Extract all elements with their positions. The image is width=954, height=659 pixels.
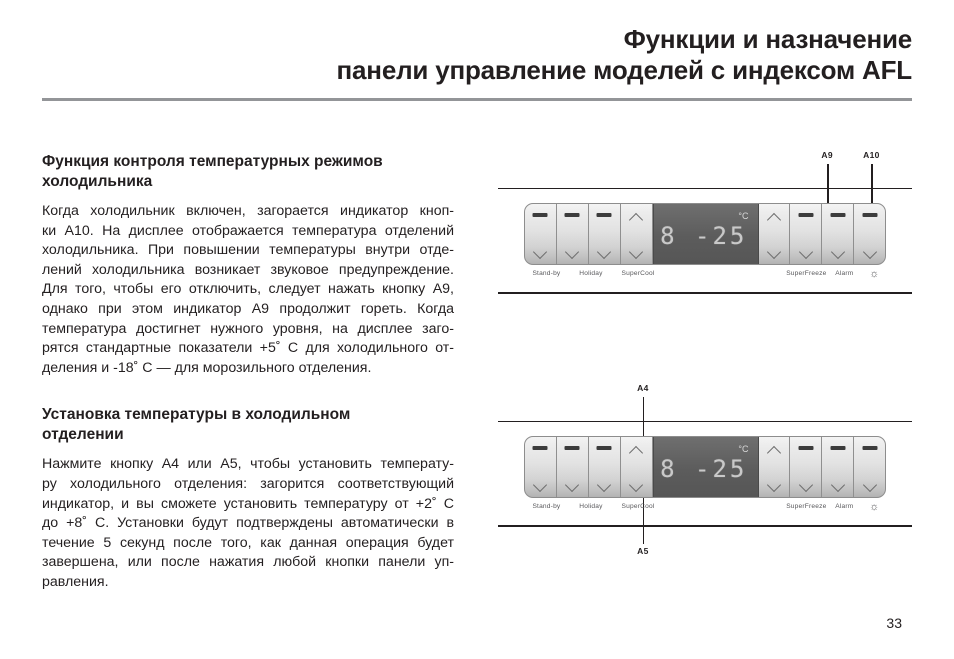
section-heading (42, 405, 454, 444)
display-value: 8 -25 (660, 454, 748, 483)
chevron-down-icon (767, 478, 781, 492)
caption-superfreeze: SuperFreeze (786, 503, 827, 511)
paragraph-line: завершена, или после нажатия любой кнопки панели уп- (42, 554, 454, 571)
callout-line-a5 (643, 527, 644, 544)
chevron-down-icon (565, 478, 579, 492)
paragraph-line: температура достигнет нужного уровня, на дисплее заго- (42, 320, 454, 337)
chevron-up-icon (629, 446, 643, 460)
page-header (42, 24, 912, 86)
celsius-unit: °C (738, 211, 749, 222)
panel-button-power[interactable] (854, 437, 885, 497)
section-paragraph (42, 455, 454, 592)
panel-button-stand-by[interactable] (525, 437, 557, 497)
indicator-bar-icon (798, 213, 813, 216)
indicator-bar-icon (533, 446, 548, 449)
indicator-bar-icon (597, 213, 612, 216)
panel-captions (524, 270, 886, 282)
section-heading-line-1: Функция контроля температурных режимов (42, 153, 383, 170)
chevron-down-icon (565, 245, 579, 259)
indicator-bar-icon (830, 213, 845, 216)
panel-button-superfreeze[interactable] (790, 437, 822, 497)
paragraph-line: ки A10. На дисплее отображается температура отделений (42, 222, 454, 239)
section-temperature-control (42, 152, 454, 378)
indicator-bar-icon (798, 446, 813, 449)
celsius-unit: °C (738, 444, 749, 455)
panel-button-freezer-temp[interactable] (759, 204, 791, 264)
panel-button-supercool[interactable] (589, 204, 621, 264)
chevron-down-icon (597, 245, 611, 259)
paragraph-line: рятся стандартные показатели +5˚ C для холодильного от- (42, 340, 454, 357)
indicator-bar-icon (862, 213, 877, 216)
control-panel (524, 436, 886, 498)
page-number: 33 (886, 615, 902, 631)
chevron-down-icon (831, 245, 845, 259)
paragraph-line: равления. (42, 573, 109, 590)
chevron-up-icon (767, 446, 781, 460)
caption-stand-by: Stand-by (532, 503, 561, 511)
chevron-up-icon (767, 213, 781, 227)
chevron-down-icon (862, 478, 876, 492)
paragraph-line: лений холодильника возникает звуковое предупреждение. (42, 261, 454, 278)
caption-supercool: SuperCool (621, 503, 655, 511)
paragraph-line: течение 5 секунд после того, как данная операция будет (42, 534, 454, 551)
callout-row-top (498, 150, 912, 188)
caption-stand-by: Stand-by (532, 270, 561, 278)
paragraph-line: однако при этом индикатор A9 продолжит гореть. Когда (42, 300, 454, 317)
callout-row-bottom (498, 527, 912, 565)
temperature-display (653, 437, 759, 497)
chevron-down-icon (629, 478, 643, 492)
panel-stage (498, 422, 912, 525)
caption-alarm: Alarm (835, 503, 854, 511)
page-title-line-2: панели управление моделей с индексом AFL (336, 55, 912, 85)
temperature-display (653, 204, 759, 264)
chevron-down-icon (799, 478, 813, 492)
callout-label-a5: A5 (637, 545, 649, 556)
panel-button-freezer-temp[interactable] (759, 437, 791, 497)
chevron-up-icon (629, 213, 643, 227)
figure-bottom-rule (498, 292, 912, 293)
panel-button-holiday[interactable] (557, 204, 589, 264)
panel-button-fridge-temp[interactable] (621, 204, 653, 264)
chevron-down-icon (629, 245, 643, 259)
indicator-bar-icon (597, 446, 612, 449)
chevron-down-icon (533, 245, 547, 259)
section-heading-line-1: Установка температуры в холодильном (42, 406, 351, 424)
paragraph-line: Нажмите кнопку A4 или A5, чтобы установить температу- (42, 456, 454, 473)
panel-captions (524, 503, 886, 515)
paragraph-line: деления и -18˚ C — для морозильного отделения. (42, 359, 372, 376)
display-value: 8 -25 (660, 221, 748, 250)
panel-button-alarm[interactable] (822, 204, 854, 264)
caption-superfreeze: SuperFreeze (786, 270, 827, 278)
chevron-down-icon (767, 245, 781, 259)
callout-row-top (498, 383, 912, 421)
section-fridge-temperature-setting (42, 405, 454, 592)
bell-icon: ☼ (869, 501, 880, 514)
chevron-down-icon (831, 478, 845, 492)
chevron-down-icon (799, 245, 813, 259)
indicator-bar-icon (862, 446, 877, 449)
indicator-bar-icon (565, 213, 580, 216)
chevron-down-icon (533, 478, 547, 492)
bell-icon: ☼ (869, 268, 880, 281)
paragraph-line: индикатор, и вы сможете установить температуру от +2˚ C (42, 495, 454, 512)
section-heading-line-2: холодильника (42, 172, 153, 190)
figure-control-panel-a4-a5 (498, 383, 912, 565)
callout-label-a4: A4 (637, 383, 649, 393)
chevron-down-icon (862, 245, 876, 259)
caption-alarm: Alarm (835, 270, 854, 278)
callout-label-a9: A9 (821, 150, 833, 160)
panel-button-supercool[interactable] (589, 437, 621, 497)
section-heading (42, 152, 454, 191)
chevron-down-icon (597, 478, 611, 492)
page-title-line-1: Функции и назначение (623, 24, 912, 54)
panel-stage (498, 189, 912, 292)
indicator-bar-icon (565, 446, 580, 449)
indicator-bar-icon (533, 213, 548, 216)
paragraph-line: холодильника. При повышении температуры внутри отде- (42, 242, 454, 259)
panel-button-holiday[interactable] (557, 437, 589, 497)
figure-control-panel-a9-a10 (498, 150, 912, 294)
caption-holiday: Holiday (579, 503, 603, 511)
section-heading-line-2: отделении (42, 425, 124, 443)
paragraph-line: Когда холодильник включен, загорается индикатор кноп- (42, 203, 454, 219)
panel-button-alarm[interactable] (822, 437, 854, 497)
article-text-column (42, 152, 454, 593)
panel-button-fridge-temp[interactable] (621, 437, 653, 497)
panel-button-superfreeze[interactable] (790, 204, 822, 264)
paragraph-line: Для того, чтобы его отключить, следует нажать кнопку A9, (42, 281, 454, 298)
caption-supercool: SuperCool (621, 270, 655, 278)
section-paragraph (42, 202, 454, 378)
paragraph-line: ру холодильного отделения: загорится соответствующий (42, 475, 454, 492)
panel-button-power[interactable] (854, 204, 885, 264)
paragraph-line: до +8˚ C. Установки будут подтверждены автоматически в (42, 515, 454, 532)
indicator-bar-icon (830, 446, 845, 449)
control-panel (524, 203, 886, 265)
callout-label-a10: A10 (863, 150, 880, 160)
panel-button-stand-by[interactable] (525, 204, 557, 264)
header-divider (42, 98, 912, 101)
caption-holiday: Holiday (579, 270, 603, 278)
